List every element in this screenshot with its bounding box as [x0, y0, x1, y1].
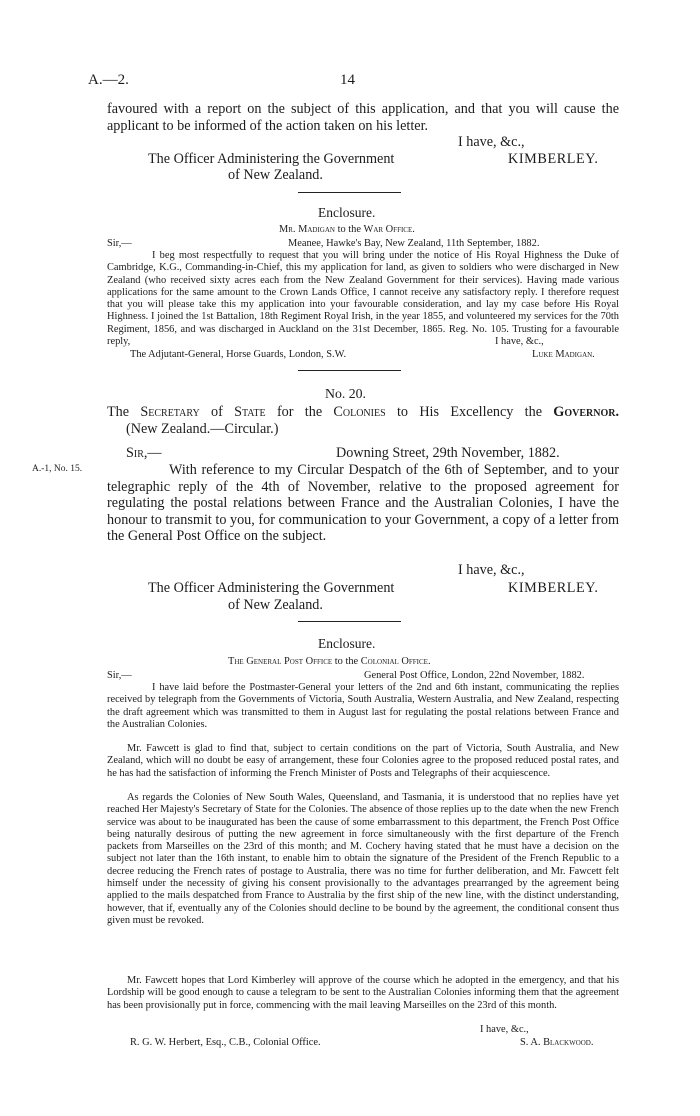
title-word: for	[276, 404, 294, 420]
enclosure-heading: Enclosure.	[318, 636, 376, 651]
title-word: The	[107, 404, 130, 420]
letter-paragraph: Mr. Fawcett hopes that Lord Kimberley will approve of the course which he adopted in the emergency, and that his Lordship will be good enough to cause a telegram to be sent to the Australian Colonies informing them that the agreement has been provisionally put in force, commencing with the mail leaving Marseilles on the 23rd of this month.	[107, 975, 619, 1011]
title-word: of	[210, 404, 223, 420]
letter-signature: S. A. Blackwood.	[520, 1037, 594, 1048]
enclosure-heading: Enclosure.	[318, 205, 376, 220]
letter-paragraph: I have laid before the Postmaster-General your letters of the 2nd and 6th instant, communicating the replies received by telegraph from the Governments of Victoria, South Australia, Western Australia, and New Zealand, respecting the draft agreement which was transmitted to them in August last for regulating the postal relations between France and the Australian Colonies.	[107, 682, 619, 730]
enclosure-to: War Office.	[363, 224, 415, 235]
intro-signature: KIMBERLEY.	[508, 151, 599, 167]
despatch-signature: KIMBERLEY.	[508, 580, 599, 596]
despatch-body: With reference to my Circular Despatch of the 6th of September, and to your telegraphic reply of the 4th of November, relative to the proposed agreement for regulating the postal relations between France and the Australian Colonies, I have the honour to transmit to you, for communication to your Government, a copy of a letter from the General Post Office on the subject.	[107, 462, 619, 545]
enclosure-from: Mr. Madigan	[279, 224, 335, 235]
despatch-salutation: Sir,—	[126, 445, 162, 461]
page-number: 14	[340, 72, 355, 88]
despatch-number: No. 20.	[325, 386, 367, 401]
enclosure-from-to	[228, 656, 431, 667]
enclosure-addressee: The Adjutant-General, Horse Guards, London, S.W.	[130, 349, 347, 360]
place-date: Meanee, Hawke's Bay, New Zealand, 11th September, 1882.	[288, 238, 540, 249]
title-word: the	[524, 404, 542, 420]
title-word: to	[396, 404, 409, 420]
despatch-addressee-line2: of New Zealand.	[228, 597, 323, 613]
title-word: State	[234, 404, 266, 420]
enclosure-signature: Luke Madigan.	[532, 349, 595, 360]
title-word: Colonies	[333, 404, 386, 420]
intro-closing: I have, &c.,	[458, 134, 525, 150]
margin-note: A.-1, No. 15.	[32, 464, 83, 474]
despatch-closing: I have, &c.,	[458, 562, 525, 578]
title-word: the	[304, 404, 323, 420]
despatch-addressee-line1: The Officer Administering the Government	[148, 580, 395, 596]
salutation: Sir,—	[107, 238, 132, 249]
despatch-subtitle: (New Zealand.—Circular.)	[126, 421, 279, 437]
title-word: Excellency	[450, 404, 514, 420]
enclosure-body: I beg most respectfully to request that you will bring under the notice of His Royal Highness the Duke of Cambridge, K.G., Commanding-in-Chief, this my application for land, as given to soldiers who were discharged in New Zealand (who received sixty acres each from the New Zealand Government for their services). Having made various applications for the same amount to the Crown Lands Office, I cannot receive any satisfactory reply. I therefore request that you will please take this my application into your favourable consideration, and lay my case before His Royal Highness. I joined the 1st Battalion, 18th Regiment Royal Irish, in the year 1855, and volunteered my services for the 70th Regiment, 1856, and was discharged in Auckland on the 31st December, 1865. Reg. No. 105. Trusting for a favourable reply,	[107, 250, 619, 348]
place-date: General Post Office, London, 22nd November, 1882.	[364, 670, 585, 681]
title-word: Governor.	[553, 404, 619, 420]
section-divider	[298, 621, 401, 622]
page-ref: A.—2.	[88, 72, 129, 88]
enclosure-from-to	[279, 224, 415, 235]
letter-addressee: R. G. W. Herbert, Esq., C.B., Colonial Office.	[130, 1037, 321, 1048]
section-divider	[298, 192, 401, 193]
intro-addressee-line2: of New Zealand.	[228, 167, 323, 183]
intro-addressee-line1: The Officer Administering the Government	[148, 151, 395, 167]
letter-paragraph: As regards the Colonies of New South Wales, Queensland, and Tasmania, it is understood that no replies have yet reached Her Majesty's Secretary of State for the Colonies. The absence of those replies up to the date when the new French service was about to be inaugurated has been the cause of some embarrassment to this department, the French Post Office being naturally desirous of putting the new agreement in force simultaneously with the first departure of the French packets from Marseilles on the 23rd of this month; and M. Cochery having stated that he must have a decision on the subject not later than the 16th instant, to enable him to obtain the signature of the President of the French Republic to a decree reducing the French rates of postage to Australia, there was no time for further deliberation, and Mr. Fawcett felt himself under the necessity of giving his consent provisionally to the advantages prearranged by the agreement being applied to the mails despatched from France to Australia by the first ship of the new line, with the distinct understanding, however, that if, eventually any of the Colonies should decline to be bound by the agreement, the conditional consent thus given must be revoked.	[107, 792, 619, 926]
title-word: Secretary	[140, 404, 200, 420]
letter-closing: I have, &c.,	[480, 1024, 529, 1035]
despatch-place-date: Downing Street, 29th November, 1882.	[336, 445, 560, 461]
letter-paragraph: Mr. Fawcett is glad to find that, subject to certain conditions on the part of Victoria, South Australia, and New Zealand, which will no doubt be easy of arrangement, these four Colonies agree to the proposed reduced postal rates, and he has had the satisfaction of informing the French Minister of Posts and Telegraphs of their acquiescence.	[107, 743, 619, 779]
despatch-title	[107, 404, 619, 421]
enclosure-to: Colonial Office.	[360, 656, 431, 667]
intro-paragraph: favoured with a report on the subject of this application, and that you will cause the applicant to be informed of the action taken on his letter.	[107, 101, 619, 134]
enclosure-from: The General Post Office	[228, 656, 333, 667]
enclosure-connector: to the	[334, 656, 359, 667]
enclosure-closing: I have, &c.,	[495, 336, 544, 347]
title-word: His	[419, 404, 440, 420]
section-divider	[298, 370, 401, 371]
salutation: Sir,—	[107, 670, 132, 681]
enclosure-connector: to the	[337, 224, 361, 235]
